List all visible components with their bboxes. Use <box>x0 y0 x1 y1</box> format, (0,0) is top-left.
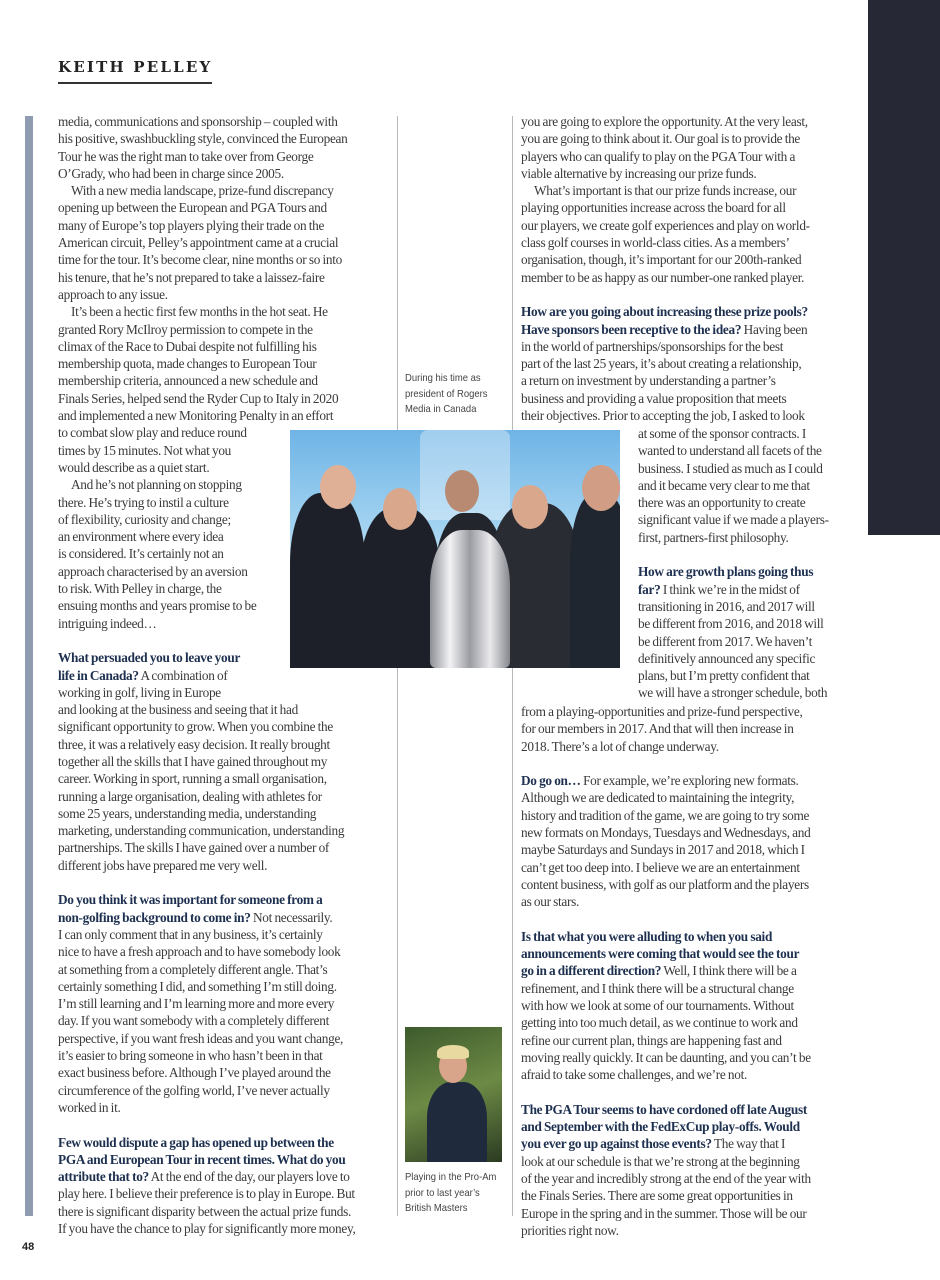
text-line: with how we look at some of our tournaments. Without <box>521 998 794 1014</box>
text-line: refine our current plan, things are happening fast and <box>521 1032 782 1048</box>
person <box>290 493 365 668</box>
answer-text: A combination of <box>138 667 228 683</box>
caption-line: president of Rogers <box>405 387 488 400</box>
text-line: exact business before. Although I’ve played around the <box>58 1065 331 1081</box>
text-line: partnerships. The skills I have gained over a number of <box>58 840 330 856</box>
text-line: membership criteria, announced a new schedule and <box>58 373 318 389</box>
person-head <box>512 485 548 529</box>
caption-line: Media in Canada <box>405 403 477 415</box>
page-number: 48 <box>22 1241 35 1253</box>
text-line: O’Grady, who had been in charge since 2005. <box>58 165 284 181</box>
text-line: class golf courses in world-class cities. As a members’ <box>521 235 790 251</box>
text-line: 2018. There’s a lot of change underway. <box>521 738 719 754</box>
text-line: be different from 2016, and 2018 will <box>638 616 824 632</box>
text-line: first, partners-first philosophy. <box>638 529 789 545</box>
text-line: at some of the sponsor contracts. I <box>638 426 806 441</box>
text-line: his tenure, that he’s not prepared to take a laissez-faire <box>58 269 325 285</box>
text-line <box>638 581 829 598</box>
interview-question: you ever go up against those events? <box>521 1136 712 1152</box>
answer-text: Well, I think there will be a <box>661 963 797 979</box>
text-line: is considered. It’s certainly not an <box>58 546 224 562</box>
text-line: and it became very clear to me that <box>638 477 810 493</box>
text-line <box>58 1168 355 1185</box>
text-line: times by 15 minutes. Not what you <box>58 442 232 458</box>
text-line: viable alternative by increasing our prize funds. <box>521 165 757 181</box>
text-line: many of Europe’s top players plying their trade on the <box>58 217 325 233</box>
text-line: can’t get too deep into. I believe we are an entertainment <box>521 859 800 875</box>
text-line <box>521 321 810 338</box>
text-line: working in golf, living in Europe <box>58 684 221 700</box>
text-line: I’m still learning and I’m learning more and more every <box>58 996 335 1012</box>
text-line: ensuing months and years promise to be <box>58 598 257 614</box>
caption-line: prior to last year’s <box>405 1186 480 1199</box>
text-line: perspective, if you want fresh ideas and you want change, <box>58 1030 344 1046</box>
text-line: plans, but I’m pretty confident that <box>638 668 810 684</box>
text-line: Europe in the spring and in the summer. Those will be our <box>521 1205 807 1221</box>
text-line: It’s been a hectic first few months in the hot seat. He <box>58 304 328 320</box>
person <box>570 493 620 668</box>
accent-bar <box>25 116 33 1216</box>
text-line <box>58 891 355 908</box>
interview-question: Have sponsors been receptive to the idea? <box>521 321 742 337</box>
text-line: would describe as a quiet start. <box>58 459 210 475</box>
text-line <box>521 962 811 979</box>
text-line <box>58 874 355 891</box>
text-line: getting into too much detail, as we continue to work and <box>521 1015 798 1031</box>
text-line: afraid to take some challenges, and we’re not. <box>521 1067 748 1083</box>
answer-text: The way that I <box>711 1136 786 1152</box>
page-title: KEITH PELLEY <box>58 58 212 84</box>
stanley-cup-trophy <box>430 530 510 668</box>
text-line: worked in it. <box>58 1099 121 1115</box>
text-line: intriguing indeed… <box>58 615 157 631</box>
text-line: With a new media landscape, prize-fund discrepancy <box>58 183 334 199</box>
text-line: be different from 2017. We haven’t <box>638 633 813 649</box>
text-line: granted Rory McIlroy permission to compete in the <box>58 321 313 337</box>
text-line: What’s important is that our prize funds increase, our <box>521 183 797 199</box>
interview-question: go in a different direction? <box>521 963 662 979</box>
text-line: definitively announced any specific <box>638 650 816 666</box>
interview-question: The PGA Tour seems to have cordoned off late August <box>521 1101 808 1117</box>
text-line: content business, with golf as our platform and the players <box>521 876 809 892</box>
text-line: approach characterised by an aversion <box>58 563 248 579</box>
text-line: our players, we create golf experiences and play on world- <box>521 217 810 233</box>
interview-question: What persuaded you to leave your <box>58 650 241 666</box>
text-line: there was an opportunity to create <box>638 495 806 511</box>
text-line: an environment where every idea <box>58 529 224 545</box>
text-line <box>521 1135 811 1152</box>
text-line: I can only comment that in any business, it’s certainly <box>58 926 323 942</box>
person-head <box>383 488 417 530</box>
text-line <box>521 1084 811 1101</box>
text-line: to combat slow play and reduce round <box>58 425 247 441</box>
text-line <box>521 755 811 772</box>
interview-question: announcements were coming that would see the tour <box>521 946 800 962</box>
text-line: history and tradition of the game, we are going to try some <box>521 807 810 823</box>
interview-question: life in Canada? <box>58 667 139 683</box>
text-line: it’s easier to bring someone in who hasn’t been in that <box>58 1048 323 1064</box>
text-line: membership quota, made changes to European Tour <box>58 356 317 372</box>
article-column-right-wrap <box>638 425 829 702</box>
text-line: his positive, swashbuckling style, convinced the European <box>58 131 348 147</box>
text-line: and looking at the business and seeing that it had <box>58 702 298 718</box>
text-line <box>58 667 355 684</box>
text-line: new formats on Mondays, Tuesdays and Wednesdays, and <box>521 825 811 841</box>
text-line: Tour he was the right man to take over from George <box>58 148 314 164</box>
golfer-photo <box>405 1027 502 1162</box>
text-line: opening up between the European and PGA Tours and <box>58 200 327 216</box>
interview-question: Is that what you were alluding to when you said <box>521 928 773 944</box>
golfer-body <box>427 1082 487 1162</box>
text-line: from a playing-opportunities and prize-fund perspective, <box>521 704 803 719</box>
text-line: moving really quickly. It can be daunting, and you can’t be <box>521 1049 811 1065</box>
text-line: career. Working in sport, running a small organisation, <box>58 771 327 787</box>
text-line <box>58 1134 355 1151</box>
text-line <box>638 563 829 580</box>
text-line: you are going to explore the opportunity. At the very least, <box>521 114 808 129</box>
caption-line: During his time as <box>405 372 481 384</box>
text-line: in the world of partnerships/sponsorships for the best <box>521 338 784 354</box>
text-line: climax of the Race to Dubai despite not fulfilling his <box>58 338 317 354</box>
photo-caption-rogers <box>405 371 487 418</box>
answer-text: I think we’re in the midst of <box>660 581 800 597</box>
text-line: organisation, though, it’s important for our 200th-ranked <box>521 252 802 268</box>
person-head <box>320 465 356 509</box>
article-column-left <box>58 113 355 1237</box>
answer-text: At the end of the day, our players love to <box>148 1169 350 1185</box>
text-line: their objectives. Prior to accepting the job, I asked to look <box>521 408 805 424</box>
text-line: approach to any issue. <box>58 286 168 302</box>
text-line <box>521 945 811 962</box>
text-line: to risk. With Pelley in charge, the <box>58 581 222 597</box>
interview-question: non-golfing background to come in? <box>58 909 251 925</box>
text-line: day. If you want somebody with a completely different <box>58 1013 330 1029</box>
text-line: of the year and incredibly strong at the end of the year with <box>521 1171 811 1187</box>
text-line: significant value if we made a players- <box>638 512 829 528</box>
text-line: Finals Series, helped send the Ryder Cup to Italy in 2020 <box>58 390 339 406</box>
text-line: different jobs have prepared me very well. <box>58 857 268 873</box>
text-line <box>521 928 811 945</box>
answer-text: Not necessarily. <box>250 909 333 925</box>
article-column-right-top <box>521 113 810 424</box>
text-line: part of the last 25 years, it’s about creating a relationship, <box>521 356 802 372</box>
text-line: at something from a completely different angle. That’s <box>58 961 328 977</box>
text-line <box>638 546 829 563</box>
photo-caption-british-masters <box>405 1170 496 1217</box>
text-line <box>58 1151 355 1168</box>
text-line: significant opportunity to grow. When you combine the <box>58 719 333 735</box>
text-line: marketing, understanding communication, understanding <box>58 823 345 839</box>
text-line <box>521 1118 811 1135</box>
interview-question: Do you think it was important for someone from a <box>58 892 323 908</box>
interview-question: Do go on… <box>521 773 581 789</box>
golfer-hair <box>437 1045 469 1059</box>
text-line: we will have a stronger schedule, both <box>638 685 828 701</box>
text-line <box>521 286 810 303</box>
text-line: media, communications and sponsorship – coupled with <box>58 114 338 129</box>
interview-question: far? <box>638 581 661 597</box>
text-line: of flexibility, curiosity and change; <box>58 511 231 527</box>
text-line: for our members in 2017. And that will then increase in <box>521 721 794 737</box>
interview-question: How are growth plans going thus <box>638 564 814 580</box>
article-column-right-bottom <box>521 703 811 1239</box>
answer-text: Having been <box>741 321 808 337</box>
text-line <box>58 909 355 926</box>
text-line <box>521 911 811 928</box>
text-line: time for the tour. It’s become clear, nine months or so into <box>58 252 342 268</box>
text-line: Although we are dedicated to maintaining the integrity, <box>521 790 795 806</box>
text-line: look at our schedule is that we’re strong at the beginning <box>521 1153 800 1169</box>
text-line: together all the skills that I have gained throughout my <box>58 753 328 769</box>
text-line: playing opportunities increase across the board for all <box>521 200 786 216</box>
interview-question: Few would dispute a gap has opened up between the <box>58 1134 334 1150</box>
text-line: as our stars. <box>521 894 580 910</box>
text-line: refinement, and I think there will be a structural change <box>521 980 794 996</box>
text-line: some 25 years, understanding media, understanding <box>58 805 317 821</box>
text-line: member to be as happy as our number-one ranked player. <box>521 269 805 285</box>
text-line: And he’s not planning on stopping <box>58 477 242 493</box>
person-head <box>582 465 620 511</box>
text-line: circumference of the golfing world, I’ve never actually <box>58 1082 330 1098</box>
text-line: the Finals Series. There are some great opportunities in <box>521 1188 793 1204</box>
text-line <box>521 303 810 320</box>
text-line <box>58 1116 355 1133</box>
text-line: running a large organisation, dealing with athletes for <box>58 788 322 804</box>
interview-question: attribute that to? <box>58 1169 149 1185</box>
caption-line: Playing in the Pro-Am <box>405 1171 497 1183</box>
text-line: there. He’s trying to instil a culture <box>58 494 229 510</box>
caption-line: British Masters <box>405 1202 468 1214</box>
text-line: you are going to think about it. Our goal is to provide the <box>521 131 801 147</box>
text-line: players who can qualify to play on the PGA Tour with a <box>521 148 796 164</box>
text-line <box>521 1101 811 1118</box>
answer-text: For example, we’re exploring new formats. <box>580 773 799 789</box>
text-line: and implemented a new Monitoring Penalty in an effort <box>58 408 334 424</box>
text-line <box>521 772 811 789</box>
text-line: American circuit, Pelley’s appointment came at a crucial <box>58 235 339 251</box>
text-line: play here. I believe their preference is to play in Europe. But <box>58 1186 355 1202</box>
decorative-dark-bar <box>868 0 940 535</box>
person <box>360 508 440 668</box>
text-line: a return on investment by understanding a partner’s <box>521 373 776 389</box>
text-line: wanted to understand all facets of the <box>638 443 822 459</box>
text-line: maybe Saturdays and Sundays in 2017 and 2018, which I <box>521 842 805 858</box>
text-line: transitioning in 2016, and 2017 will <box>638 598 815 614</box>
text-line: three, it was a relatively easy decision. It really brought <box>58 736 330 752</box>
text-line: nice to have a fresh approach and to have somebody look <box>58 944 341 960</box>
text-line: business and providing a value proposition that meets <box>521 390 787 406</box>
interview-question: and September with the FedExCup play-offs. Would <box>521 1119 800 1135</box>
text-line: If you have the chance to play for significantly more money, <box>58 1221 356 1236</box>
person-head <box>445 470 479 512</box>
group-photo-stanley-cup <box>290 430 620 668</box>
interview-question: PGA and European Tour in recent times. What do you <box>58 1151 346 1167</box>
text-line: certainly something I did, and something I’m still doing. <box>58 978 337 994</box>
text-line: there is significant disparity between the actual prize funds. <box>58 1203 352 1219</box>
text-line: priorities right now. <box>521 1222 619 1238</box>
interview-question: How are you going about increasing these prize pools? <box>521 304 808 320</box>
text-line: business. I studied as much as I could <box>638 460 823 476</box>
